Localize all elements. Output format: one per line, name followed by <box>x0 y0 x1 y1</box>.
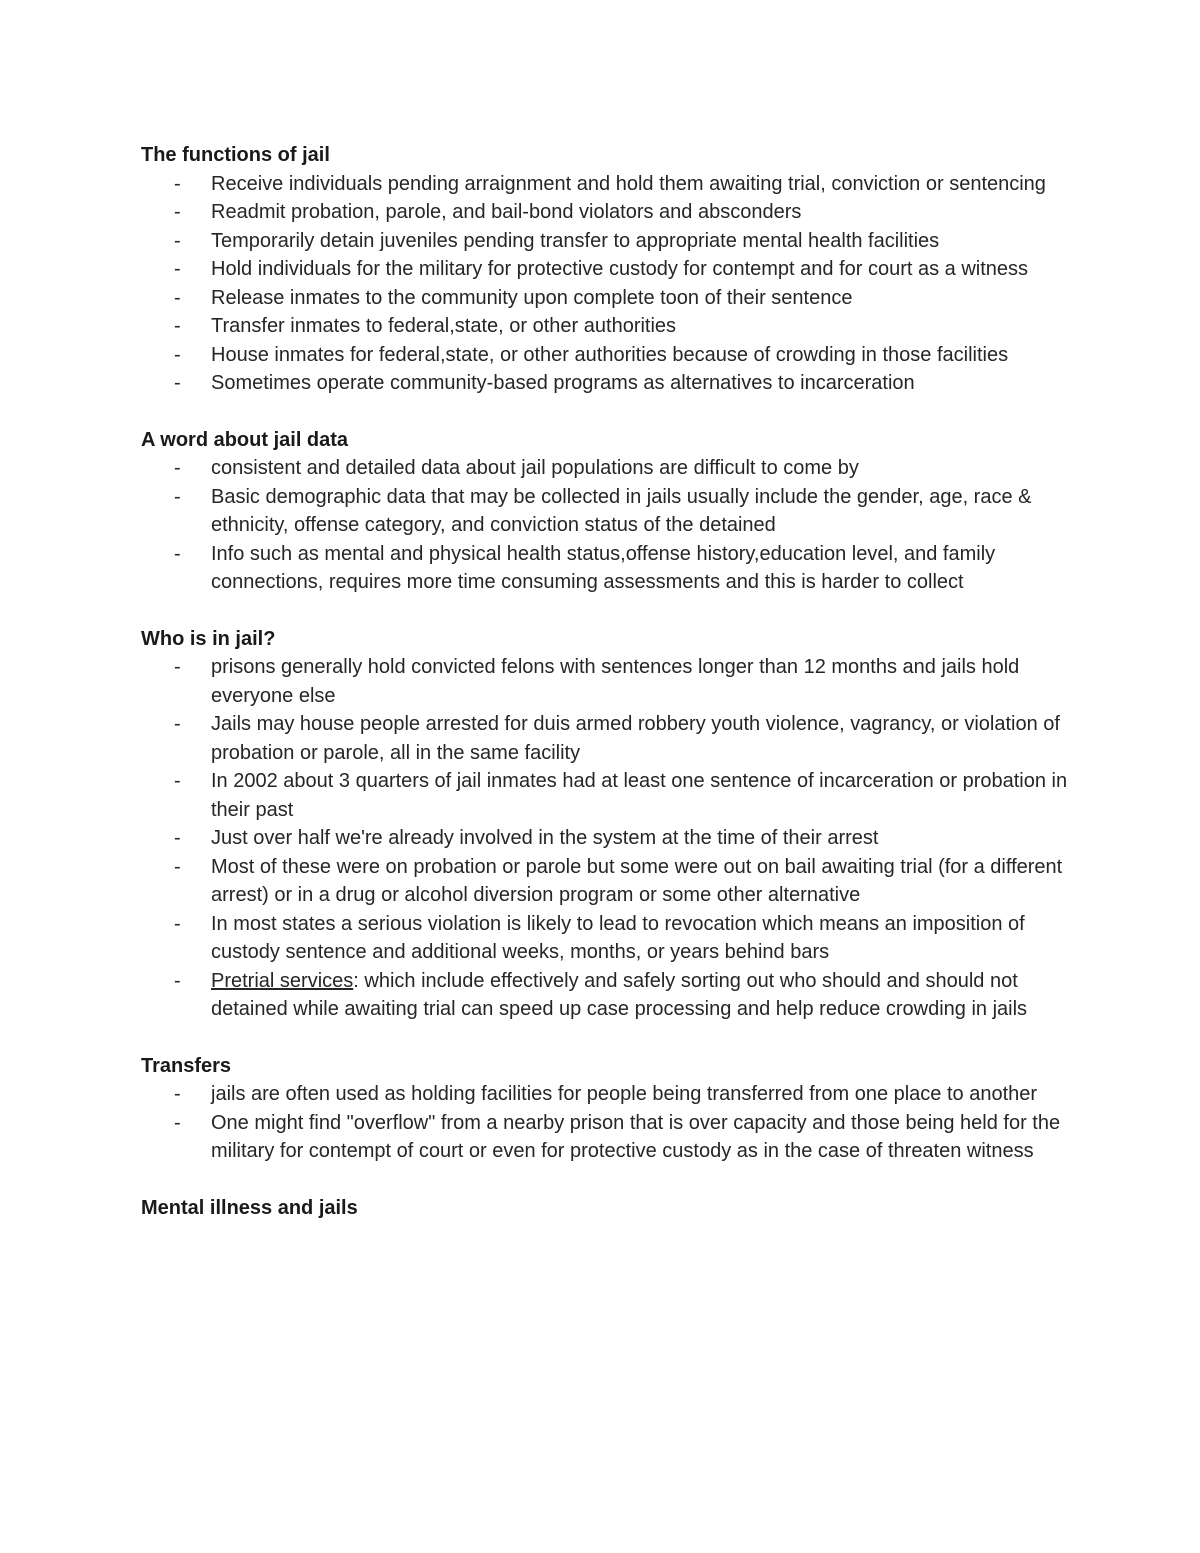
list-item-text: House inmates for federal,state, or other authorities because of crowding in those facilities <box>211 343 1009 366</box>
list-item-text: Receive individuals pending arraignment and hold them awaiting trial, conviction or sentencing <box>211 172 1046 195</box>
section-transfers <box>141 1052 1071 1166</box>
bullet-list <box>141 170 1071 398</box>
section-heading: Mental illness and jails <box>141 1196 358 1219</box>
list-item-text: jails are often used as holding facilities for people being transferred from one place to another <box>211 1083 1038 1105</box>
list-item-text: In most states a serious violation is likely to lead to revocation which means an imposition of custody sentence and additional weeks, months, or years behind bars <box>211 912 1025 963</box>
section-heading: Transfers <box>141 1054 232 1077</box>
section-heading: Who is in jail? <box>141 627 276 650</box>
list-item <box>141 369 1071 398</box>
list-item <box>141 341 1071 370</box>
section-mental-illness <box>141 1194 1071 1223</box>
bullet-dash: - <box>174 457 181 479</box>
bullet-dash: - <box>174 770 181 792</box>
bullet-list <box>141 653 1071 1024</box>
section-functions-of-jail <box>141 141 1071 398</box>
bullet-dash: - <box>174 229 181 252</box>
bullet-dash: - <box>174 172 181 195</box>
list-item <box>141 198 1071 227</box>
list-item <box>141 910 1071 967</box>
list-item-text: Basic demographic data that may be collected in jails usually include the gender, age, race & ethnicity, offense category, and conviction status of the detained <box>211 485 1032 536</box>
bullet-dash: - <box>174 201 181 223</box>
list-item-text: Transfer inmates to federal,state, or other authorities <box>211 315 677 337</box>
section-heading: The functions of jail <box>141 144 330 166</box>
list-item-text: In 2002 about 3 quarters of jail inmates had at least one sentence of incarceration or probation in their past <box>211 770 1068 821</box>
list-item <box>141 710 1071 767</box>
list-item <box>141 454 1071 483</box>
list-item-text: One might find "overflow" from a nearby prison that is over capacity and those being held for the military for contempt of court or even for protective custody as in the case of threaten witness <box>211 1111 1061 1162</box>
list-item-text: Release inmates to the community upon complete toon of their sentence <box>211 286 853 309</box>
bullet-dash: - <box>174 1083 181 1105</box>
list-item-text: consistent and detailed data about jail populations are difficult to come by <box>211 457 859 479</box>
bullet-dash: - <box>174 827 181 849</box>
list-item <box>141 312 1071 341</box>
list-item-text: Jails may house people arrested for duis armed robbery youth violence, vagrancy, or violation of probation or parole, all in the same facility <box>211 713 1060 764</box>
pretrial-services-term: Pretrial services <box>211 969 354 992</box>
list-item <box>141 255 1071 284</box>
list-item-text: Most of these were on probation or parole but some were out on bail awaiting trial (for a different arrest) or in a drug or alcohol diversion program or some other alternative <box>211 855 1063 906</box>
bullet-dash: - <box>174 315 181 337</box>
section-jail-data <box>141 426 1071 597</box>
list-item <box>141 1080 1071 1109</box>
bullet-list <box>141 1080 1071 1166</box>
section-heading: A word about jail data <box>141 428 349 451</box>
bullet-dash: - <box>174 258 181 280</box>
list-item-text: prisons generally hold convicted felons with sentences longer than 12 months and jails hold everyone else <box>211 656 1020 707</box>
bullet-dash: - <box>174 343 181 366</box>
bullet-dash: - <box>174 542 181 565</box>
list-item-text: Just over half we're already involved in the system at the time of their arrest <box>211 827 879 849</box>
section-who-is-in-jail <box>141 625 1071 1024</box>
bullet-dash: - <box>174 1111 181 1134</box>
list-item-text: Readmit probation, parole, and bail-bond violators and absconders <box>211 201 802 223</box>
list-item-text: Temporarily detain juveniles pending transfer to appropriate mental health facilities <box>211 229 940 252</box>
list-item <box>141 227 1071 256</box>
bullet-dash: - <box>174 855 181 878</box>
list-item <box>141 483 1071 540</box>
list-item <box>141 1109 1071 1166</box>
list-item-text: Info such as mental and physical health status,offense history,education level, and family connections, requires more time consuming assessments and this is harder to collect <box>211 542 996 593</box>
list-item-pretrial-services <box>141 967 1071 1024</box>
list-item-text: : which include effectively and safely sorting out who should and should not detained while awaiting trial can speed up case processing and help reduce crowding in jails <box>211 969 1028 1020</box>
list-item <box>141 170 1071 199</box>
bullet-dash: - <box>174 656 181 678</box>
bullet-dash: - <box>174 912 181 935</box>
list-item <box>141 653 1071 710</box>
list-item <box>141 853 1071 910</box>
list-item <box>141 284 1071 313</box>
document-body <box>141 141 1071 1250</box>
list-item <box>141 540 1071 597</box>
bullet-dash: - <box>174 372 181 394</box>
bullet-dash: - <box>174 286 181 309</box>
list-item <box>141 767 1071 824</box>
list-item-text: Hold individuals for the military for protective custody for contempt and for court as a witness <box>211 258 1029 280</box>
bullet-dash: - <box>174 969 181 992</box>
list-item <box>141 824 1071 853</box>
bullet-dash: - <box>174 485 181 508</box>
list-item-text: Sometimes operate community-based programs as alternatives to incarceration <box>211 372 915 394</box>
bullet-dash: - <box>174 713 181 735</box>
bullet-list <box>141 454 1071 597</box>
